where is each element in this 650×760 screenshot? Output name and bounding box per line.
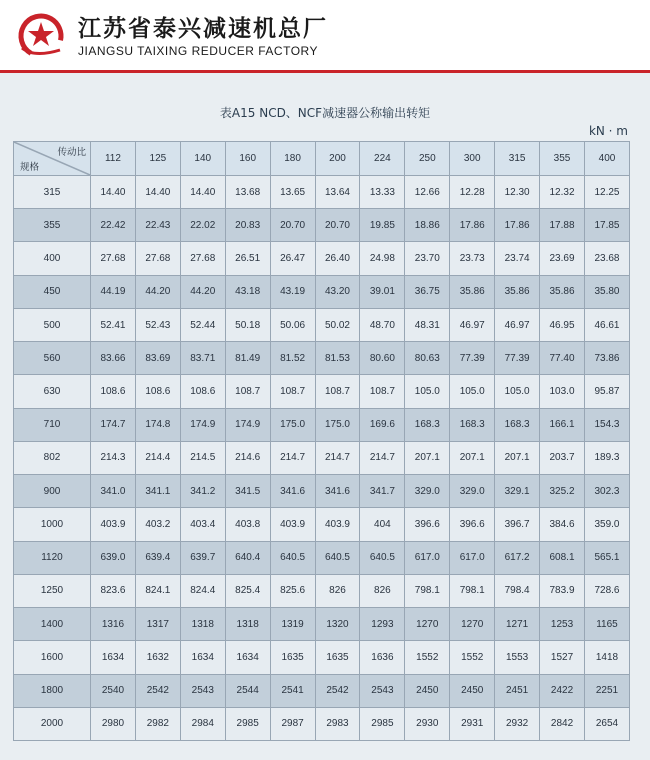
table-cell: 1319 [270, 608, 315, 641]
column-header: 400 [584, 142, 629, 176]
table-row [14, 475, 630, 508]
column-header: 224 [360, 142, 405, 176]
table-cell: 1634 [225, 641, 270, 674]
table-cell: 39.01 [360, 275, 405, 308]
table-cell: 26.47 [270, 242, 315, 275]
table-cell: 17.88 [540, 209, 585, 242]
table-cell: 43.19 [270, 275, 315, 308]
table-cell: 1271 [495, 608, 540, 641]
table-cell: 154.3 [584, 408, 629, 441]
table-cell: 20.70 [270, 209, 315, 242]
torque-table [13, 141, 630, 741]
table-cell: 105.0 [405, 375, 450, 408]
table-row [14, 308, 630, 341]
table-cell: 404 [360, 508, 405, 541]
table-cell: 214.5 [180, 441, 225, 474]
table-row [14, 209, 630, 242]
table-body [14, 176, 630, 741]
row-size-cell: 1120 [14, 541, 91, 574]
row-size-cell: 1400 [14, 608, 91, 641]
table-cell: 403.8 [225, 508, 270, 541]
table-cell: 2251 [584, 674, 629, 707]
table-header-row [14, 142, 630, 176]
table-cell: 12.30 [495, 176, 540, 209]
row-size-cell: 560 [14, 342, 91, 375]
table-cell: 1632 [135, 641, 180, 674]
table-cell: 1320 [315, 608, 360, 641]
table-cell: 12.66 [405, 176, 450, 209]
table-row [14, 441, 630, 474]
row-size-cell: 630 [14, 375, 91, 408]
table-cell: 214.7 [270, 441, 315, 474]
table-row [14, 608, 630, 641]
table-cell: 2543 [180, 674, 225, 707]
table-cell: 302.3 [584, 475, 629, 508]
table-cell: 2422 [540, 674, 585, 707]
table-cell: 83.66 [91, 342, 136, 375]
unit-label: kN · m [588, 124, 628, 138]
table-cell: 22.02 [180, 209, 225, 242]
table-cell: 639.0 [91, 541, 136, 574]
table-cell: 23.69 [540, 242, 585, 275]
company-name-en: JIANGSU TAIXING REDUCER FACTORY [78, 44, 318, 58]
row-size-cell: 900 [14, 475, 91, 508]
table-cell: 19.85 [360, 209, 405, 242]
table-cell: 214.4 [135, 441, 180, 474]
table-cell: 44.19 [91, 275, 136, 308]
column-header: 125 [135, 142, 180, 176]
table-cell: 13.65 [270, 176, 315, 209]
table-cell: 52.41 [91, 308, 136, 341]
table-cell: 384.6 [540, 508, 585, 541]
table-cell: 174.7 [91, 408, 136, 441]
table-cell: 1553 [495, 641, 540, 674]
table-cell: 207.1 [495, 441, 540, 474]
table-cell: 77.39 [495, 342, 540, 375]
table-cell: 43.20 [315, 275, 360, 308]
table-row [14, 707, 630, 740]
table-cell: 825.6 [270, 574, 315, 607]
table-cell: 14.40 [135, 176, 180, 209]
table-cell: 329.1 [495, 475, 540, 508]
table-cell: 341.5 [225, 475, 270, 508]
table-cell: 826 [315, 574, 360, 607]
table-row [14, 375, 630, 408]
table-row [14, 574, 630, 607]
table-cell: 617.2 [495, 541, 540, 574]
table-cell: 80.60 [360, 342, 405, 375]
table-cell: 20.70 [315, 209, 360, 242]
table-cell: 640.4 [225, 541, 270, 574]
table-cell: 1317 [135, 608, 180, 641]
table-cell: 26.51 [225, 242, 270, 275]
row-size-cell: 450 [14, 275, 91, 308]
table-row [14, 275, 630, 308]
table-cell: 2932 [495, 707, 540, 740]
row-size-cell: 802 [14, 441, 91, 474]
table-cell: 108.6 [91, 375, 136, 408]
table-cell: 1165 [584, 608, 629, 641]
table-cell: 341.1 [135, 475, 180, 508]
table-cell: 608.1 [540, 541, 585, 574]
table-cell: 27.68 [135, 242, 180, 275]
table-cell: 823.6 [91, 574, 136, 607]
table-cell: 798.4 [495, 574, 540, 607]
table-cell: 48.70 [360, 308, 405, 341]
table-cell: 26.40 [315, 242, 360, 275]
table-cell: 640.5 [315, 541, 360, 574]
table-cell: 1270 [450, 608, 495, 641]
table-cell: 108.7 [270, 375, 315, 408]
row-size-cell: 1600 [14, 641, 91, 674]
table-row [14, 641, 630, 674]
table-cell: 23.70 [405, 242, 450, 275]
table-cell: 639.7 [180, 541, 225, 574]
company-name-cn: 江苏省泰兴减速机总厂 [78, 16, 328, 42]
table-cell: 1418 [584, 641, 629, 674]
row-size-cell: 355 [14, 209, 91, 242]
table-cell: 1527 [540, 641, 585, 674]
table-cell: 168.3 [495, 408, 540, 441]
table-cell: 2985 [225, 707, 270, 740]
row-size-cell: 1000 [14, 508, 91, 541]
table-cell: 1253 [540, 608, 585, 641]
table-cell: 83.69 [135, 342, 180, 375]
table-cell: 341.6 [315, 475, 360, 508]
table-cell: 207.1 [450, 441, 495, 474]
table-cell: 35.86 [450, 275, 495, 308]
table-cell: 174.9 [180, 408, 225, 441]
table-cell: 639.4 [135, 541, 180, 574]
corner-size-label: 规格 [20, 162, 40, 173]
table-cell: 826 [360, 574, 405, 607]
table-cell: 403.9 [91, 508, 136, 541]
table-row [14, 342, 630, 375]
table-cell: 12.28 [450, 176, 495, 209]
table-cell: 403.9 [270, 508, 315, 541]
table-cell: 2987 [270, 707, 315, 740]
table-cell: 341.0 [91, 475, 136, 508]
table-cell: 2450 [405, 674, 450, 707]
table-cell: 14.40 [91, 176, 136, 209]
table-cell: 13.68 [225, 176, 270, 209]
table-cell: 22.42 [91, 209, 136, 242]
table-cell: 1636 [360, 641, 405, 674]
column-header: 180 [270, 142, 315, 176]
table-cell: 81.53 [315, 342, 360, 375]
table-cell: 108.7 [360, 375, 405, 408]
table-cell: 2654 [584, 707, 629, 740]
table-row [14, 541, 630, 574]
table-cell: 13.64 [315, 176, 360, 209]
table-cell: 23.68 [584, 242, 629, 275]
column-header: 160 [225, 142, 270, 176]
table-cell: 17.85 [584, 209, 629, 242]
corner-ratio-label: 传动比 [57, 147, 86, 158]
row-size-cell: 315 [14, 176, 91, 209]
table-cell: 403.2 [135, 508, 180, 541]
table-cell: 2930 [405, 707, 450, 740]
table-cell: 46.95 [540, 308, 585, 341]
table-cell: 1634 [91, 641, 136, 674]
row-size-cell: 400 [14, 242, 91, 275]
page-header [0, 0, 650, 72]
table-row [14, 176, 630, 209]
table-cell: 214.6 [225, 441, 270, 474]
row-size-cell: 710 [14, 408, 91, 441]
table-cell: 44.20 [135, 275, 180, 308]
table-cell: 214.7 [315, 441, 360, 474]
table-cell: 640.5 [360, 541, 405, 574]
table-cell: 108.6 [180, 375, 225, 408]
table-cell: 108.7 [225, 375, 270, 408]
table-cell: 1316 [91, 608, 136, 641]
table-cell: 23.74 [495, 242, 540, 275]
table-cell: 1318 [180, 608, 225, 641]
table-cell: 46.61 [584, 308, 629, 341]
table-cell: 214.7 [360, 441, 405, 474]
table-cell: 403.9 [315, 508, 360, 541]
table-cell: 2451 [495, 674, 540, 707]
column-header: 112 [91, 142, 136, 176]
table-cell: 35.80 [584, 275, 629, 308]
table-cell: 2542 [315, 674, 360, 707]
table-cell: 640.5 [270, 541, 315, 574]
table-cell: 1635 [270, 641, 315, 674]
table-cell: 105.0 [450, 375, 495, 408]
table-cell: 2980 [91, 707, 136, 740]
table-cell: 2544 [225, 674, 270, 707]
table-cell: 396.6 [405, 508, 450, 541]
table-cell: 17.86 [495, 209, 540, 242]
table-cell: 329.0 [405, 475, 450, 508]
table-cell: 1318 [225, 608, 270, 641]
table-cell: 77.40 [540, 342, 585, 375]
table-cell: 341.6 [270, 475, 315, 508]
table-cell: 2842 [540, 707, 585, 740]
table-cell: 341.2 [180, 475, 225, 508]
table-cell: 17.86 [450, 209, 495, 242]
table-cell: 50.02 [315, 308, 360, 341]
table-cell: 617.0 [405, 541, 450, 574]
table-cell: 175.0 [270, 408, 315, 441]
table-cell: 2931 [450, 707, 495, 740]
table-cell: 214.3 [91, 441, 136, 474]
table-cell: 403.4 [180, 508, 225, 541]
table-cell: 1552 [405, 641, 450, 674]
table-cell: 396.6 [450, 508, 495, 541]
company-logo-icon [14, 8, 68, 62]
table-cell: 1293 [360, 608, 405, 641]
table-cell: 103.0 [540, 375, 585, 408]
table-cell: 13.33 [360, 176, 405, 209]
table-cell: 52.43 [135, 308, 180, 341]
table-cell: 168.3 [450, 408, 495, 441]
table-cell: 329.0 [450, 475, 495, 508]
table-cell: 81.49 [225, 342, 270, 375]
table-cell: 52.44 [180, 308, 225, 341]
table-cell: 189.3 [584, 441, 629, 474]
table-row [14, 242, 630, 275]
table-cell: 2541 [270, 674, 315, 707]
column-header: 355 [540, 142, 585, 176]
table-cell: 174.8 [135, 408, 180, 441]
table-cell: 36.75 [405, 275, 450, 308]
table-cell: 2982 [135, 707, 180, 740]
table-cell: 1270 [405, 608, 450, 641]
table-cell: 14.40 [180, 176, 225, 209]
column-header: 140 [180, 142, 225, 176]
table-cell: 565.1 [584, 541, 629, 574]
table-cell: 12.32 [540, 176, 585, 209]
table-cell: 22.43 [135, 209, 180, 242]
table-cell: 46.97 [450, 308, 495, 341]
table-row [14, 674, 630, 707]
table-cell: 95.87 [584, 375, 629, 408]
table-cell: 35.86 [495, 275, 540, 308]
table-cell: 203.7 [540, 441, 585, 474]
table-cell: 20.83 [225, 209, 270, 242]
column-header: 300 [450, 142, 495, 176]
table-cell: 798.1 [405, 574, 450, 607]
table-cell: 43.18 [225, 275, 270, 308]
table-cell: 2542 [135, 674, 180, 707]
row-size-cell: 2000 [14, 707, 91, 740]
table-cell: 108.7 [315, 375, 360, 408]
table-cell: 80.63 [405, 342, 450, 375]
table-cell: 825.4 [225, 574, 270, 607]
table-cell: 27.68 [180, 242, 225, 275]
column-header: 250 [405, 142, 450, 176]
table-cell: 1552 [450, 641, 495, 674]
table-cell: 2450 [450, 674, 495, 707]
table-cell: 2543 [360, 674, 405, 707]
table-cell: 798.1 [450, 574, 495, 607]
table-cell: 2983 [315, 707, 360, 740]
table-cell: 18.86 [405, 209, 450, 242]
table-cell: 174.9 [225, 408, 270, 441]
table-cell: 81.52 [270, 342, 315, 375]
table-cell: 2985 [360, 707, 405, 740]
table-cell: 83.71 [180, 342, 225, 375]
row-size-cell: 1250 [14, 574, 91, 607]
table-cell: 46.97 [495, 308, 540, 341]
table-cell: 24.98 [360, 242, 405, 275]
table-corner-cell [14, 142, 91, 176]
table-cell: 396.7 [495, 508, 540, 541]
table-cell: 44.20 [180, 275, 225, 308]
table-cell: 207.1 [405, 441, 450, 474]
table-cell: 73.86 [584, 342, 629, 375]
table-cell: 35.86 [540, 275, 585, 308]
table-cell: 325.2 [540, 475, 585, 508]
table-cell: 168.3 [405, 408, 450, 441]
table-cell: 617.0 [450, 541, 495, 574]
row-size-cell: 500 [14, 308, 91, 341]
table-cell: 105.0 [495, 375, 540, 408]
table-cell: 824.4 [180, 574, 225, 607]
table-cell: 166.1 [540, 408, 585, 441]
table-cell: 77.39 [450, 342, 495, 375]
table-cell: 1634 [180, 641, 225, 674]
table-cell: 48.31 [405, 308, 450, 341]
table-cell: 728.6 [584, 574, 629, 607]
table-cell: 359.0 [584, 508, 629, 541]
table-cell: 175.0 [315, 408, 360, 441]
table-cell: 341.7 [360, 475, 405, 508]
table-cell: 1635 [315, 641, 360, 674]
table-cell: 783.9 [540, 574, 585, 607]
column-header: 200 [315, 142, 360, 176]
table-cell: 824.1 [135, 574, 180, 607]
table-cell: 50.06 [270, 308, 315, 341]
table-row [14, 408, 630, 441]
row-size-cell: 1800 [14, 674, 91, 707]
table-cell: 2984 [180, 707, 225, 740]
column-header: 315 [495, 142, 540, 176]
header-divider [0, 70, 650, 73]
table-cell: 27.68 [91, 242, 136, 275]
table-cell: 108.6 [135, 375, 180, 408]
table-cell: 12.25 [584, 176, 629, 209]
table-cell: 169.6 [360, 408, 405, 441]
table-cell: 2540 [91, 674, 136, 707]
table-title: 表A15 NCD、NCF减速器公称输出转矩 [219, 106, 431, 120]
table-cell: 50.18 [225, 308, 270, 341]
table-row [14, 508, 630, 541]
table-cell: 23.73 [450, 242, 495, 275]
